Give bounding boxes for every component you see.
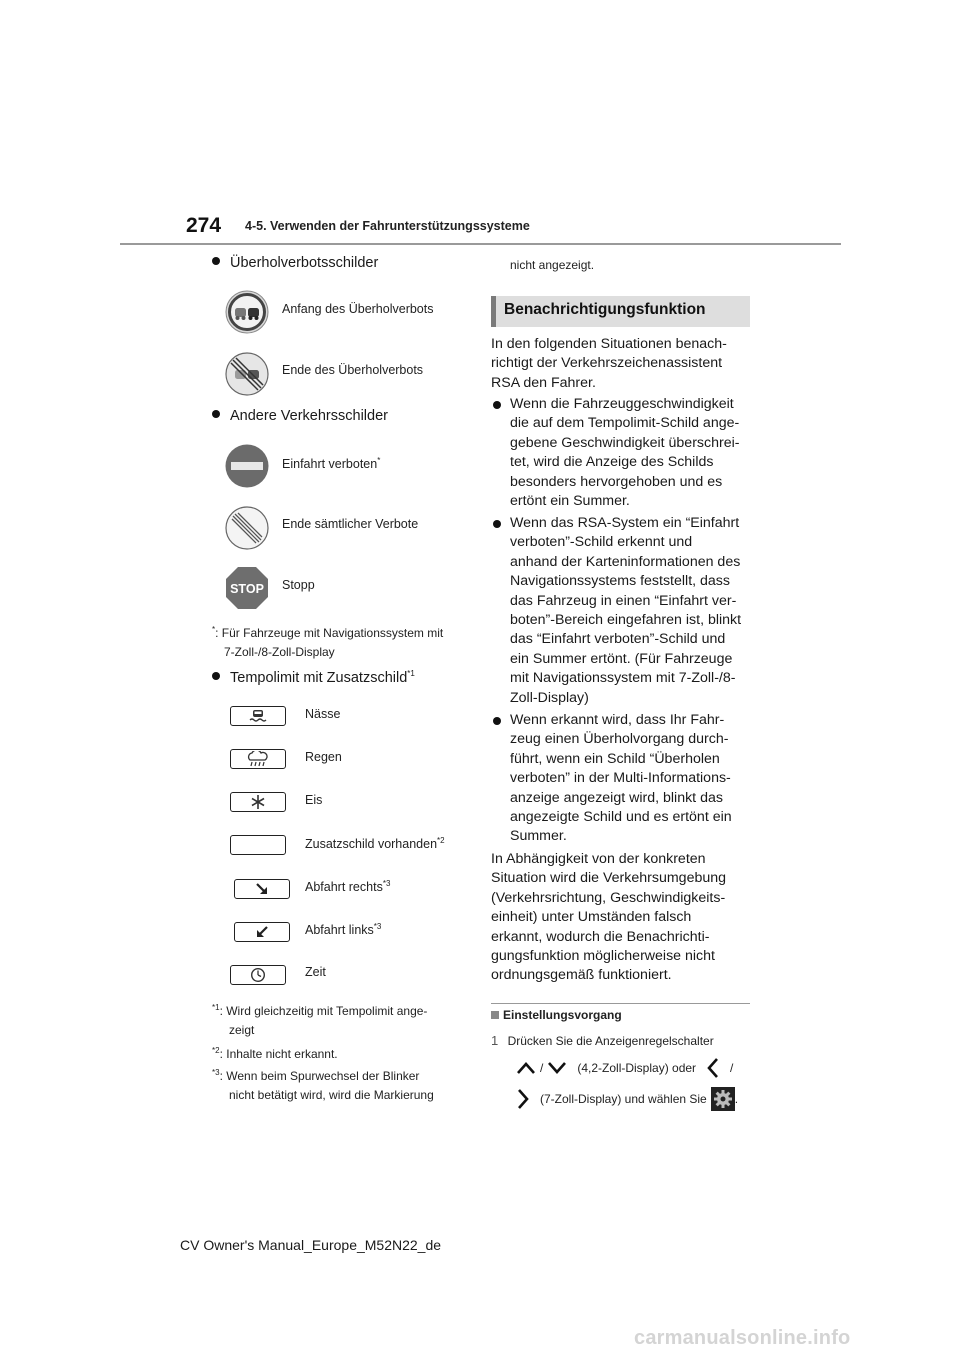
footer-manual-name: CV Owner's Manual_Europe_M52N22_de [180,1237,442,1253]
sign-label: Zusatzschild vorhanden$^{*2}$ [305,836,445,852]
list-item: Wenn die Fahrzeuggeschwindigkeit die auf dem Tempolimit-Schild ange- gebene Geschwindigkeit überschrei- tet, wird die Anzeige des Schilds besonders hervorgehoben und es ertönt ein Summer. [491,395,753,511]
sign-label: Anfang des Überholverbots [282,302,434,316]
sign-label: Regen [305,750,342,764]
sign-label: Stopp [282,578,315,592]
ice-plate-icon [230,792,286,812]
square-bullet-icon [491,1011,499,1019]
continuation-text: nicht angezeigt. [510,258,595,272]
sign-label: Abfahrt links$^{*3}$ [305,922,382,938]
sign-label: Ende sämtlicher Verbote [282,517,419,531]
section-title: 4-5. Verwenden der Fahrunterstützungssysteme [245,219,530,233]
blank-plate-icon [230,835,286,855]
sub-heading: Einstellungsvorgang [491,1008,622,1022]
svg-text:STOP: STOP [230,582,264,596]
chevron-left-icon [706,1057,720,1079]
end-no-overtaking-sign-icon [225,352,269,396]
sub-divider [491,1003,750,1004]
sign-label: Zeit [305,965,326,979]
bullet-icon [493,520,501,528]
bullet-icon [493,717,501,725]
chevron-right-icon [516,1088,530,1110]
sign-label: Abfahrt rechts$^{*3}$ [305,879,391,895]
bullet-icon [212,257,220,265]
intro-paragraph: In den folgenden Situationen benach- richtigt der Verkehrszeichenassistent RSA den Fahrer. [491,336,727,391]
no-overtaking-sign-icon [225,290,269,334]
closing-paragraph: In Abhängigkeit von der konkreten Situation wird die Verkehrsumgebung (Verkehrsrichtung, Geschwindigkeits- einheit) unter Umständen falsch erkannt, wodurch die Benachrichti- gungsfunktion möglicherweise nicht ordnungsgemäß funktioniert. [491,851,727,984]
sign-label: Nässe [305,707,341,721]
exit-left-plate-icon [234,922,290,942]
heading-accent-bar [491,296,496,327]
rain-plate-icon [230,749,286,769]
sign-label: Eis [305,793,323,807]
step-1-buttons-line: / (4,2-Zoll-Display) oder / [516,1057,733,1079]
bullet-icon [212,410,220,418]
clock-plate-icon [230,965,286,985]
supplementary-heading: Tempolimit mit Zusatzschild$^{*1}$ [212,669,415,686]
other-signs-heading: Andere Verkehrsschilder [212,408,388,424]
stop-sign-icon [225,566,269,610]
settings-gear-icon [711,1087,735,1111]
footnote-3: $^{*3}$: Wenn beim Spurwechsel der Blinker nicht betätigt wird, wird die Markierung [212,1068,434,1102]
section-heading: Benachrichtigungsfunktion [491,296,750,327]
list-item: Wenn das RSA-System ein “Einfahrt verboten”-Schild erkennt und anhand der Karteninformationen des Navigationssystems feststellt, dass das Fahrzeug in einen “Einfahrt ver- boten”-Bereich eingefahren ist, blinkt das “Einfahrt verboten”-Schild und ein Summer ertönt. (Für Fahrzeuge mit Navigationssystem mit 7-Zoll-/8- Zoll-Display) [491,514,753,708]
chevron-down-icon [547,1061,567,1075]
wet-road-plate-icon [230,706,286,726]
step-1: 1 Drücken Sie die Anzeigenregelschalter [491,1033,714,1048]
sign-label: Einfahrt verboten* [282,456,381,472]
footnote-star: *: Für Fahrzeuge mit Navigationssystem mit 7-Zoll-/8-Zoll-Display [212,625,444,659]
watermark: carmanualsonline.info [634,1327,851,1349]
step-1-settings-line: (7-Zoll-Display) und wählen Sie . [516,1087,738,1111]
overtaking-heading: Überholverbotsschilder [212,255,378,271]
footnote-1: $^{*1}$: Wird gleichzeitig mit Tempolimit ange- zeigt [212,1003,428,1037]
chevron-up-icon [516,1061,536,1075]
bullet-icon [212,672,220,680]
exit-right-plate-icon [234,879,290,899]
bullet-icon [493,401,501,409]
footnote-2: $^{*2}$: Inhalte nicht erkannt. [212,1046,338,1061]
end-all-restrictions-sign-icon [225,506,269,550]
header-divider [120,243,841,245]
no-entry-sign-icon [225,444,269,488]
sign-label: Ende des Überholverbots [282,363,424,377]
page-number: 274 [186,214,222,237]
list-item: Wenn erkannt wird, dass Ihr Fahr- zeug einen Überholvorgang durch- führt, wenn ein Schild “Überholen verboten” in der Multi-Informations- anzeige angezeigt wird, blinkt das angezeigte Schild und es ertönt ein Summer. [491,711,753,847]
